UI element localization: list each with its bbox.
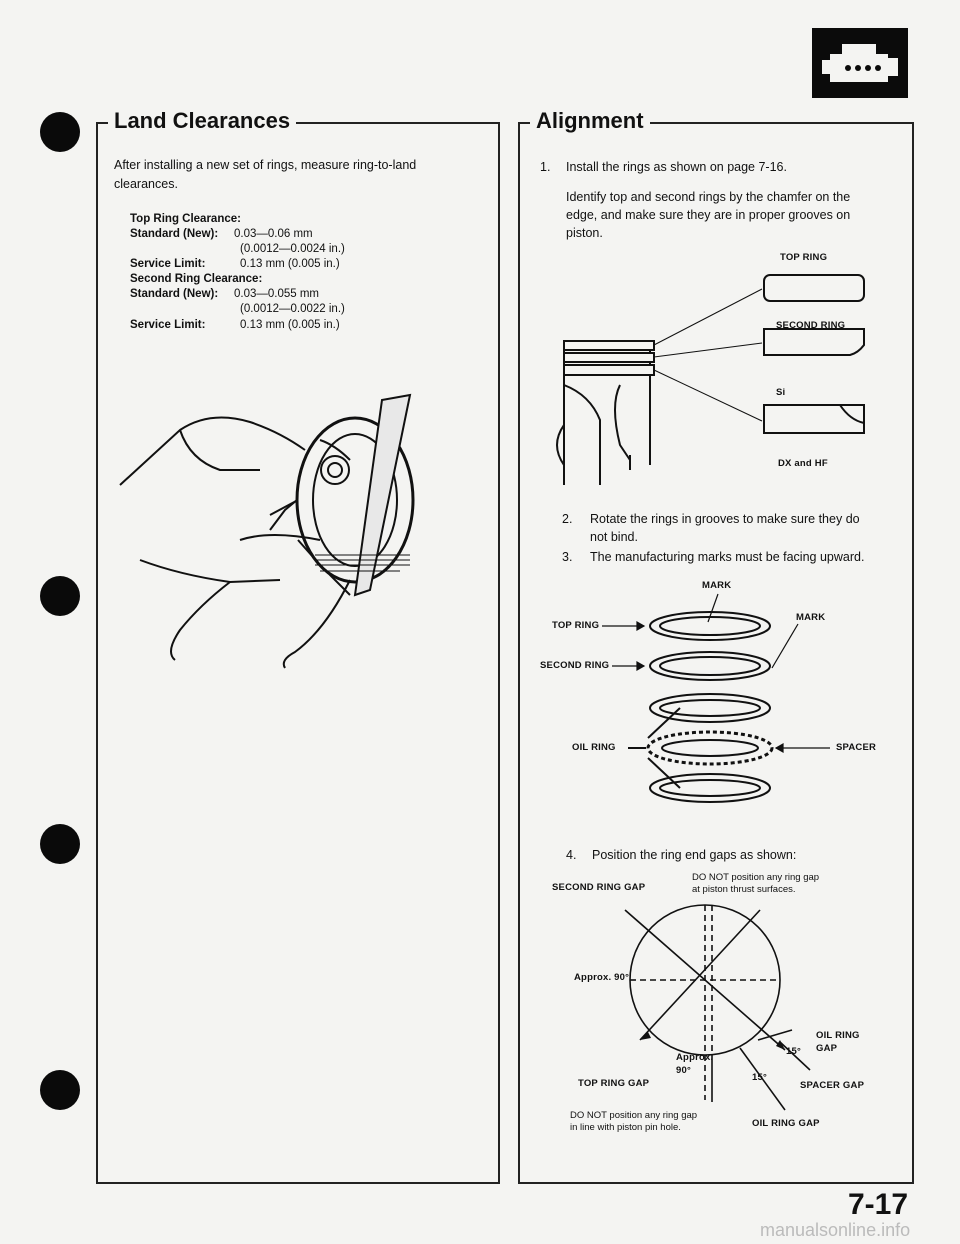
step2-number: 2.: [562, 512, 573, 526]
fig1-top-ring-label: TOP RING: [780, 252, 828, 263]
fig3-top-ring-gap: TOP RING GAP: [578, 1078, 650, 1089]
fig3-oil-ring-gap-right-1: OIL RING: [816, 1030, 860, 1041]
watermark: manualsonline.info: [760, 1220, 911, 1240]
land-clearances-title: Land Clearances: [108, 108, 296, 134]
second-std-label: Standard (New):: [130, 288, 219, 300]
alignment-title: Alignment: [530, 108, 650, 134]
fig2-oil-ring: OIL RING: [572, 742, 616, 753]
top-limit-label: Service Limit:: [130, 258, 206, 270]
step1-detail-1: Identify top and second rings by the chamfer on the: [566, 190, 851, 204]
fig3-oil-ring-gap-bottom: OIL RING GAP: [752, 1118, 820, 1129]
fig3-approx-label: Approx.: [676, 1052, 714, 1063]
top-std-mm: 0.03—0.06 mm: [234, 228, 313, 240]
binder-hole-1: [40, 112, 80, 152]
top-std-label: Standard (New):: [130, 228, 219, 240]
step2-text-2: not bind.: [590, 530, 638, 544]
binder-hole-2: [40, 576, 80, 616]
fig3-spacer-gap: SPACER GAP: [800, 1080, 865, 1091]
step3-number: 3.: [562, 550, 573, 564]
top-ring-clearance-header: Top Ring Clearance:: [130, 213, 241, 225]
step3-text: The manufacturing marks must be facing upward.: [590, 550, 865, 564]
step1-text: Install the rings as shown on page 7-16.: [566, 160, 787, 174]
engine-block-icon: [812, 28, 908, 98]
fig3-deg15-a: 15°: [786, 1046, 801, 1057]
binder-hole-3: [40, 824, 80, 864]
fig3-do-not-pin-2: in line with piston pin hole.: [570, 1122, 681, 1133]
ring-gap-position-diagram: [540, 870, 900, 1130]
fig2-mark-top: MARK: [702, 580, 732, 591]
second-limit-value: 0.13 mm (0.005 in.): [240, 319, 340, 331]
step1-detail-3: piston.: [566, 226, 603, 240]
fig3-do-not-thrust-2: at piston thrust surfaces.: [692, 884, 796, 895]
fig2-spacer: SPACER: [836, 742, 877, 753]
step4-number: 4.: [566, 848, 577, 862]
fig3-second-ring-gap: SECOND RING GAP: [552, 882, 646, 893]
step1-detail-2: edge, and make sure they are in proper grooves on: [566, 208, 851, 222]
fig1-si-label: Si: [776, 387, 786, 398]
fig2-second-ring: SECOND RING: [540, 660, 610, 671]
fig3-approx-90: 90°: [676, 1065, 691, 1076]
binder-hole-4: [40, 1070, 80, 1110]
fig3-do-not-pin-1: DO NOT position any ring gap: [570, 1110, 698, 1121]
fig1-second-ring-label: SECOND RING: [776, 320, 846, 331]
second-ring-clearance-header: Second Ring Clearance:: [130, 273, 263, 285]
second-std-mm: 0.03—0.055 mm: [234, 288, 320, 300]
feeler-gauge-illustration: [120, 390, 460, 670]
second-std-in: (0.0012—0.0022 in.): [240, 303, 345, 315]
fig3-approx-90-left: Approx. 90°: [574, 972, 630, 983]
second-limit-label: Service Limit:: [130, 319, 206, 331]
step2-text-1: Rotate the rings in grooves to make sure they do: [590, 512, 860, 526]
intro-line-1: After installing a new set of rings, measure ring-to-land: [114, 158, 417, 172]
fig3-oil-ring-gap-right-2: GAP: [816, 1043, 838, 1054]
ring-identification-diagram: [540, 245, 880, 485]
fig3-deg15-b: 15°: [752, 1072, 767, 1083]
fig1-dx-hf-label: DX and HF: [778, 458, 828, 469]
fig2-mark-right: MARK: [796, 612, 826, 623]
top-limit-value: 0.13 mm (0.005 in.): [240, 258, 340, 270]
top-std-in: (0.0012—0.0024 in.): [240, 243, 345, 255]
intro-line-2: clearances.: [114, 177, 178, 191]
fig2-top-ring: TOP RING: [552, 620, 600, 631]
fig3-do-not-thrust-1: DO NOT position any ring gap: [692, 872, 820, 883]
step4-text: Position the ring end gaps as shown:: [592, 848, 797, 862]
step1-number: 1.: [540, 160, 551, 174]
page-number: 7-17: [848, 1188, 909, 1221]
